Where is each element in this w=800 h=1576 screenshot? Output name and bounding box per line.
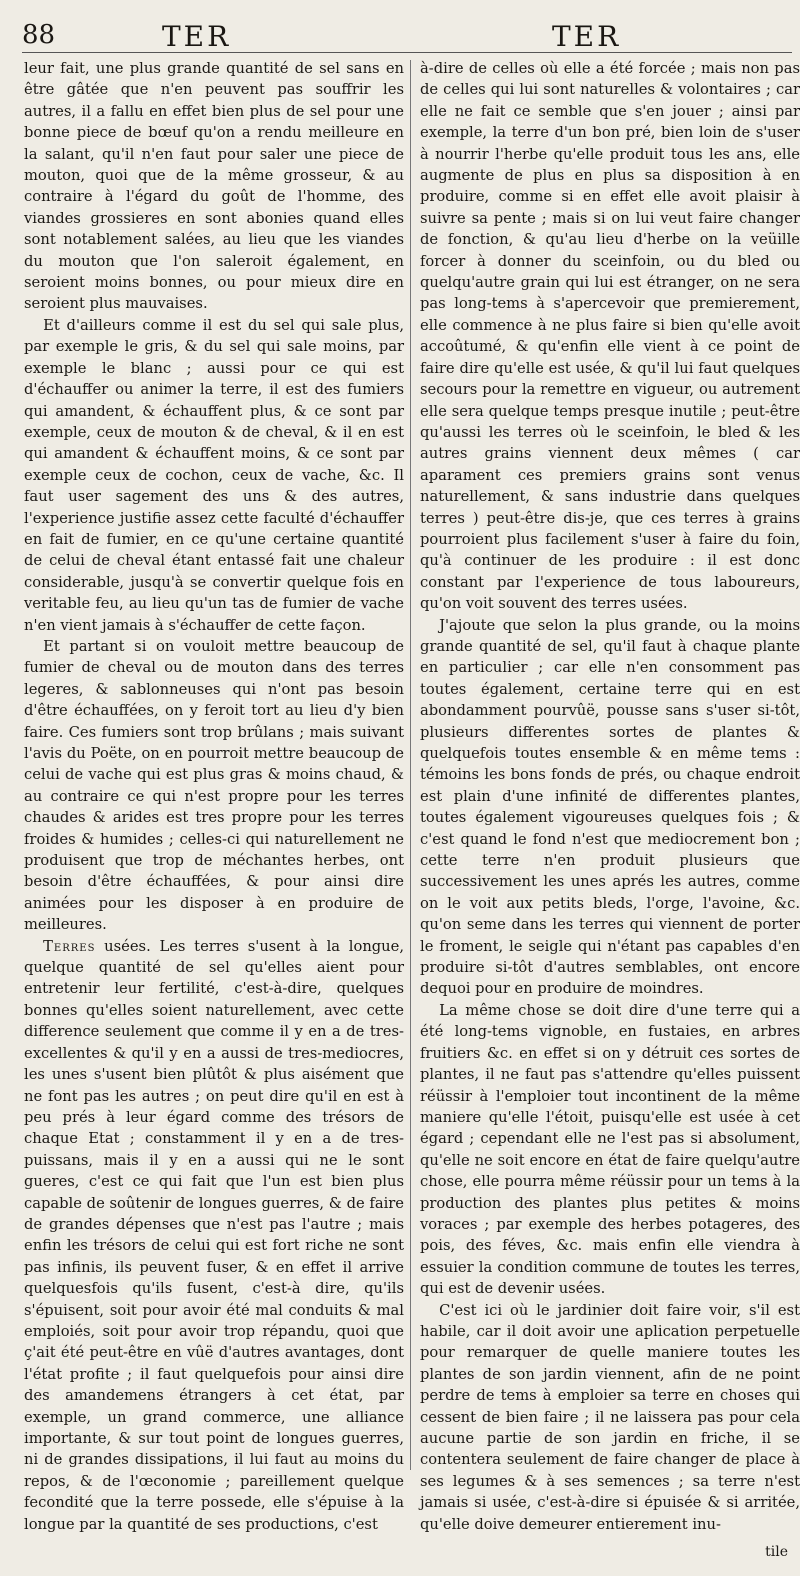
right-column — [420, 58, 800, 1535]
running-head-right: TER — [552, 20, 622, 53]
page-header — [0, 20, 800, 54]
catchword: tile — [765, 1544, 788, 1560]
running-head-left: TER — [162, 20, 232, 53]
entry-headword: Terres — [43, 937, 96, 955]
paragraph: Et partant si on vouloit mettre beaucoup de fumier de cheval ou de mouton dans des terres legeres, & sablonneuses qui n'ont pas besoin d'être échauffées, on y feroit tort au lieu d'y bien faire. Ces fumiers sont trop brûlans ; mais suivant l'avis du Poëte, on en pourroit mettre beaucoup de celui de vache qui est plus gras & moins chaud, & au contraire ce qui n'est propre pour les terres chaudes & arides est tres propre pour les terres froides & humides ; celles-ci qui naturellement ne produisent que trop de méchantes herbes, ont besoin d'être échauffées, & pour ainsi dire animées pour les disposer à en produire de meilleures. — [24, 637, 404, 934]
paragraph: La même chose se doit dire d'une terre qui a été long-tems vignoble, en fustaies, en arbres fruitiers &c. en effet si on y détruit ces sortes de plantes, il ne faut pas s'attendre qu'elles puissent réüssir à l'emploier tout incontinent de la même maniere qu'elle l'étoit, puisqu'elle est usée à cet égard ; cependant elle ne l'est pas si absolument, qu'elle ne soit encore en état de faire quelqu'autre chose, elle pourra même réüssir pour un tems à la production des plantes plus petites & moins voraces ; par exemple des herbes potageres, des pois, des féves, &c. mais enfin elle viendra à essuier la condition commune de toutes les terres, qui est de devenir usées. — [420, 1001, 800, 1298]
paragraph-text: usées. Les terres s'usent à la longue, quelque quantité de sel qu'elles aient pour entretenir leur fertilité, c'est-à-dire, quelques bonnes qu'elles soient naturellement, avec cette difference seulement que comme il y en a de tres-excellentes & qu'il y en a aussi de tres-mediocres, les unes s'usent bien plûtôt & plus aisément que ne font pas les autres ; on peut dire qu'il en est à peu prés à leur égard comme des trésors de chaque Etat ; constamment il y en a de tres-puissans, mais il y en a aussi qui ne le sont gueres, c'est ce qui fait que l'un est bien plus capable de soûtenir de longues guerres, & de faire de grandes dépenses que n'est pas l'autre ; mais enfin les trésors de celui qui est fort riche ne sont pas infinis, ils peuvent fuser, & en effet il arrive quelquesfois qu'ils fusent, c'est-à dire, qu'ils s'épuisent, soit pour avoir été mal conduits & mal emploiés, soit pour avoir trop répandu, quoi que ç'ait été peut-être en vûë d'autres avantages, dont l'état profite ; il faut quelquefois pour ainsi dire des amandemens étrangers à cet état, par exemple, un grand commerce, une alliance importante, & sur tout point de longues guerres, ni de grandes dissipations, il lui faut au moins du repos, & de l'œconomie ; pareillement quelque fecondité que la terre possede, elle s'épuise à la longue par la quantité de ses productions, c'est — [24, 937, 404, 1533]
paragraph: C'est ici où le jardinier doit faire voir, s'il est habile, car il doit avoir une aplication perpetuelle pour remarquer de quelle maniere toutes les plantes de son jardin viennent, afin de ne point perdre de tems à emploier sa terre en choses qui cessent de bien faire ; il ne laissera pas pour cela aucune partie de son jardin en friche, il se contentera seulement de faire changer de place à ses legumes & à ses semences ; sa terre n'est jamais si usée, c'est-à-dire si épuisée & si arritée, qu'elle doive demeurer entierement inu- — [420, 1301, 800, 1533]
paragraph: à-dire de celles où elle a été forcée ; mais non pas de celles qui lui sont naturelles & volontaires ; car elle ne fait ce semble que s'en jouer ; ainsi par exemple, la terre d'un bon pré, bien loin de s'user à nourrir l'herbe qu'elle produit tous les ans, elle augmente de plus en plus sa disposition à en produire, comme si en effet elle avoit plaisir à suivre sa pente ; mais si on lui veut faire changer de fonction, & qu'au lieu d'herbe on la veüille forcer à donner du sceinfoin, ou du bled ou quelqu'autre grain qui lui est étranger, on ne sera pas long-tems à s'apercevoir que premierement, elle commence à ne plus faire si bien qu'elle avoit accoûtumé, & qu'enfin elle vient à ce point de faire dire qu'elle est usée, & qu'il lui faut quelques secours pour la remettre en vigueur, ou autrement elle sera quelque temps presque inutile ; peut-être qu'aussi les terres où le sceinfoin, le bled & les autres grains viennent deux mêmes ( car aparament ces premiers grains sont venus naturellement, & sans industrie dans quelques terres ) peut-être dis-je, que ces terres à grains pourroient plus facilement s'user à faire du foin, qu'à continuer de les produire : il est donc constant par l'experience de tous laboureurs, qu'on voit souvent des terres usées. — [420, 60, 800, 613]
paragraph: leur fait, une plus grande quantité de sel sans en être gâtée que n'en peuvent pas souffrir les autres, il a fallu en effet bien plus de sel pour une bonne piece de bœuf qu'on a rendu meilleure en la salant, qu'il n'en faut pour saler une piece de mouton, quoi que de la même grosseur, & au contraire à l'égard du goût de l'homme, des viandes grossieres en sont abonies quand elles sont notablement salées, au lieu que les viandes du mouton que l'on saleroit également, en seroient moins bonnes, ou pour mieux dire en seroient plus mauvaises. — [24, 60, 404, 313]
page-number: 88 — [22, 20, 56, 50]
paragraph: J'ajoute que selon la plus grande, ou la moins grande quantité de sel, qu'il faut à chaque plante en particulier ; car elle n'en consomment pas toutes également, certaine terre qui en est abondamment pourvûë, pousse sans s'user si-tôt, plusieurs differentes sortes de plantes & quelquefois toutes ensemble & en même tems : témoins les bons fonds de prés, ou chaque endroit est plain d'une infinité de differentes plantes, toutes également vigoureuses quelques fois ; & c'est quand le fond n'est que mediocrement bon ; cette terre n'en produit plusieurs que successivement les unes aprés les autres, comme on le voit aux petits bleds, l'orge, l'avoine, &c. qu'on seme dans les terres qui viennent de porter le froment, le seigle qui n'étant pas capables d'en produire si-tôt d'autres semblables, ont encore dequoi pour en produire de moindres. — [420, 616, 800, 998]
paragraph: Et d'ailleurs comme il est du sel qui sale plus, par exemple le gris, & du sel qui sale moins, par exemple le blanc ; aussi pour ce qui est d'échauffer ou animer la terre, il est des fumiers qui amandent, & échauffent plus, & ce sont par exemple, ceux de mouton & de cheval, & il en est qui amandent & échauffent moins, & ce sont par exemple ceux de cochon, ceux de vache, &c. Il faut user sagement des uns & des autres, l'experience justifie assez cette faculté d'échauffer en fait de fumier, en ce qu'une certaine quantité de celui de cheval étant entassé fait une chaleur considerable, jusqu'à se convertir quelque fois en veritable feu, au lieu qu'un tas de fumier de vache n'en vient jamais à s'échauffer de cette façon. — [24, 316, 404, 634]
left-column — [24, 58, 404, 1535]
paragraph-terres-usees — [24, 936, 404, 1535]
header-rule — [22, 52, 792, 53]
column-divider — [410, 60, 411, 1470]
